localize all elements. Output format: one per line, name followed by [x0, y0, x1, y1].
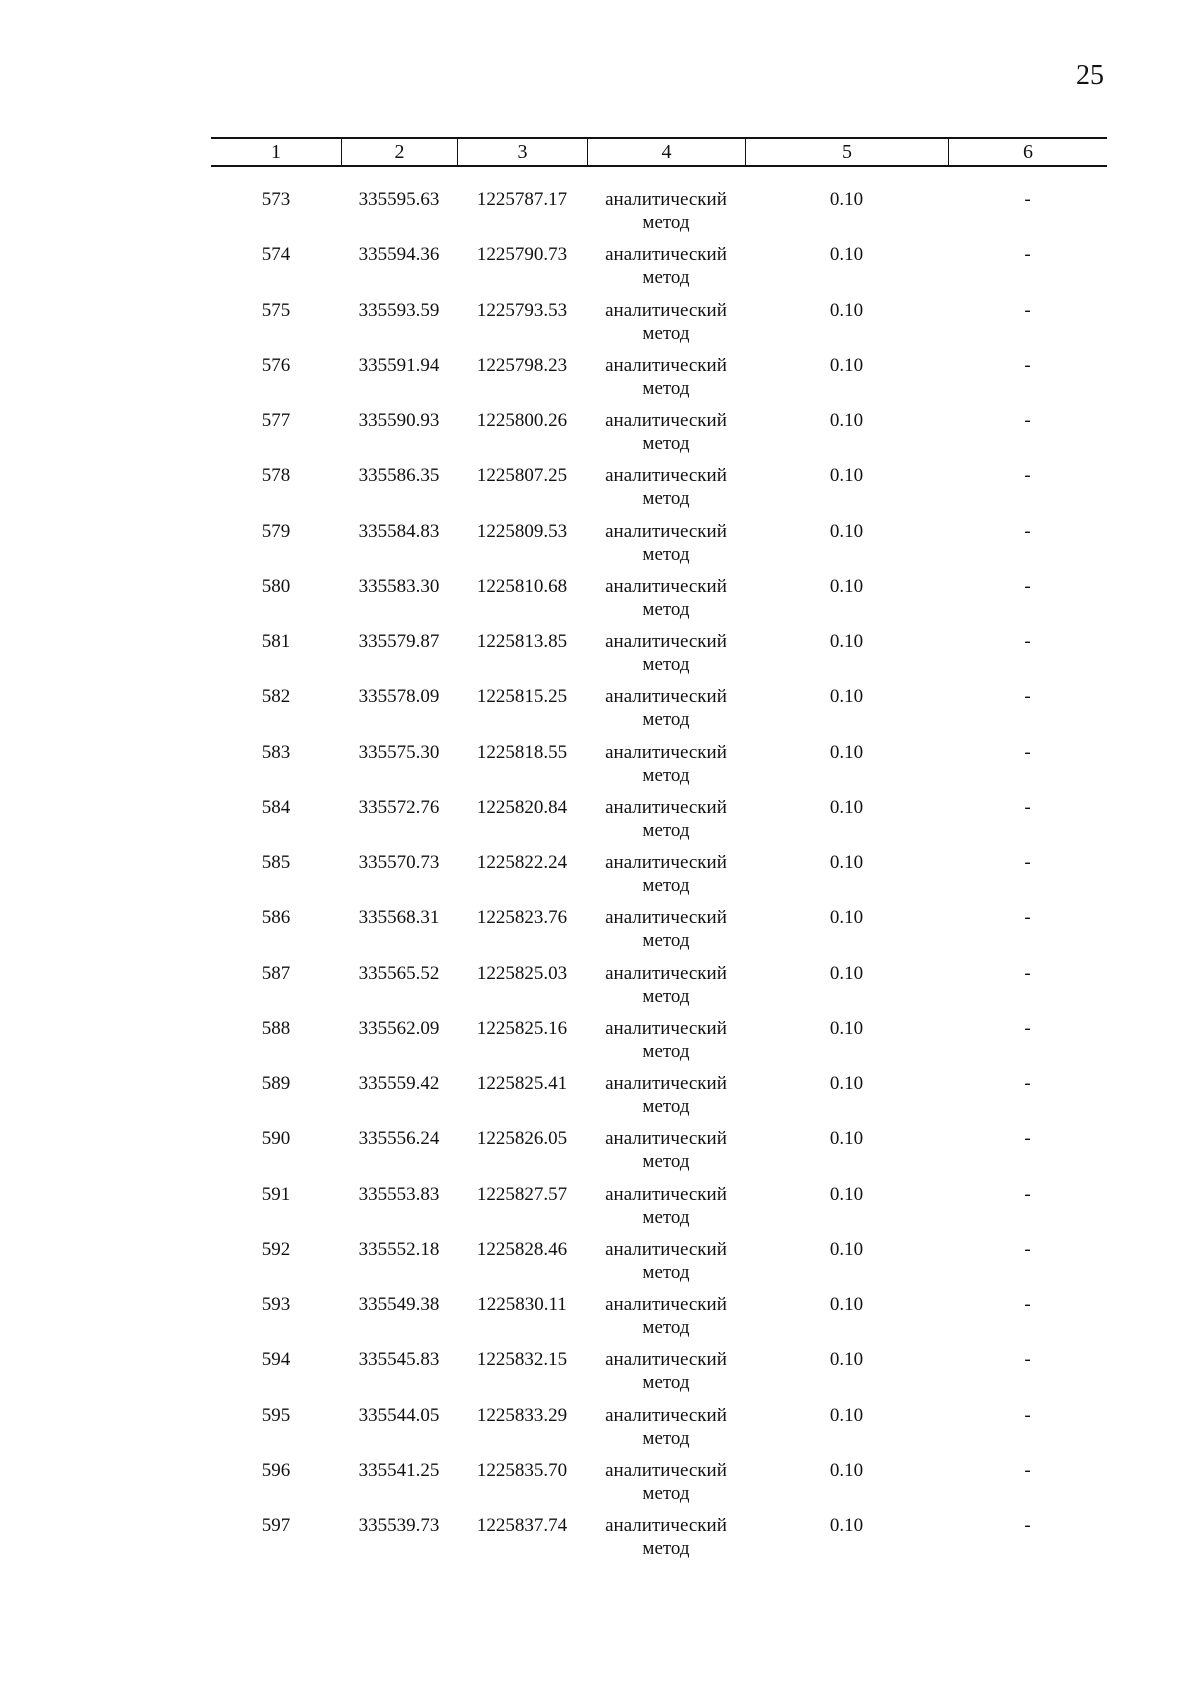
method-line-2: метод: [642, 212, 690, 233]
method-cell: [587, 1183, 745, 1238]
method-cell: [587, 299, 745, 354]
method-line-2: метод: [642, 764, 690, 786]
method-line-1: аналитический: [605, 189, 727, 210]
y-coordinate-cell: 1225790.73: [476, 244, 568, 266]
y-coordinate-cell: 1225827.57: [476, 1183, 568, 1205]
accuracy-cell: 0.10: [829, 686, 864, 708]
x-coordinate-cell: 335590.93: [358, 410, 440, 431]
method-line-2: метод: [642, 819, 690, 841]
method-cell: [587, 906, 745, 961]
note-cell: -: [1024, 575, 1031, 597]
point-number-cell: 584: [261, 796, 291, 818]
x-coordinate-cell: 335559.42: [358, 1073, 440, 1094]
x-coordinate-cell: 335593.59: [358, 299, 440, 321]
note-cell: -: [1024, 1073, 1031, 1094]
table-row: [211, 1348, 1107, 1403]
accuracy-cell: 0.10: [829, 1294, 864, 1315]
y-coordinate-cell: 1225835.70: [476, 1459, 568, 1481]
table-row: [211, 962, 1107, 1017]
x-coordinate-cell: 335595.63: [358, 189, 440, 210]
method-line-1: аналитический: [605, 299, 727, 321]
method-line-1: аналитический: [605, 686, 727, 708]
method-line-2: метод: [642, 488, 690, 510]
table-row: [211, 1514, 1107, 1569]
method-line-1: аналитический: [605, 631, 727, 652]
point-number-cell: 575: [261, 299, 291, 321]
table-row: [211, 1127, 1107, 1182]
accuracy-cell: 0.10: [829, 907, 864, 929]
note-cell: -: [1024, 1128, 1031, 1150]
y-coordinate-cell: 1225807.25: [476, 465, 568, 487]
x-coordinate-cell: 335591.94: [358, 354, 440, 376]
note-cell: -: [1024, 631, 1031, 652]
method-line-2: метод: [642, 654, 690, 675]
method-cell: [587, 464, 745, 519]
method-line-1: аналитический: [605, 575, 727, 597]
note-cell: -: [1024, 1183, 1031, 1205]
y-coordinate-cell: 1225793.53: [476, 299, 568, 321]
table-row: [211, 299, 1107, 354]
method-line-2: метод: [642, 1538, 690, 1559]
accuracy-cell: 0.10: [829, 852, 864, 873]
table-row: [211, 243, 1107, 298]
x-coordinate-cell: 335539.73: [358, 1515, 440, 1536]
y-coordinate-cell: 1225822.24: [476, 852, 568, 873]
table-row: [211, 851, 1107, 906]
table-row: [211, 575, 1107, 630]
method-line-1: аналитический: [605, 520, 727, 542]
column-header-2: 2: [341, 139, 457, 165]
x-coordinate-cell: 335562.09: [358, 1017, 440, 1039]
method-cell: [587, 1017, 745, 1072]
accuracy-cell: 0.10: [829, 1073, 864, 1094]
note-cell: -: [1024, 410, 1031, 431]
method-line-2: метод: [642, 1151, 690, 1173]
note-cell: -: [1024, 962, 1031, 984]
method-cell: [587, 243, 745, 298]
method-cell: [587, 1348, 745, 1403]
note-cell: -: [1024, 1238, 1031, 1260]
column-header-1: 1: [271, 140, 281, 163]
point-number-cell: 586: [261, 907, 291, 929]
x-coordinate-cell: 335545.83: [358, 1349, 440, 1371]
table-row: [211, 1459, 1107, 1514]
method-cell: [587, 1238, 745, 1293]
y-coordinate-cell: 1225823.76: [476, 907, 568, 929]
method-line-1: аналитический: [605, 1515, 727, 1536]
point-number-cell: 577: [261, 410, 291, 431]
point-number-cell: 595: [261, 1404, 291, 1426]
point-number-cell: 592: [261, 1238, 291, 1260]
accuracy-cell: 0.10: [829, 962, 864, 984]
point-number-cell: 587: [261, 962, 291, 984]
y-coordinate-cell: 1225826.05: [476, 1128, 568, 1150]
method-line-1: аналитический: [605, 1404, 727, 1426]
x-coordinate-cell: 335572.76: [358, 796, 440, 818]
method-line-1: аналитический: [605, 741, 727, 763]
point-number-cell: 589: [261, 1073, 291, 1094]
method-line-2: метод: [642, 1427, 690, 1449]
method-line-1: аналитический: [605, 1128, 727, 1150]
method-line-2: метод: [642, 1040, 690, 1062]
note-cell: -: [1024, 244, 1031, 266]
method-line-1: аналитический: [605, 1238, 727, 1260]
method-line-1: аналитический: [605, 1294, 727, 1315]
table-row: [211, 520, 1107, 575]
accuracy-cell: 0.10: [829, 1238, 864, 1260]
note-cell: -: [1024, 1294, 1031, 1315]
note-cell: -: [1024, 1515, 1031, 1536]
method-cell: [587, 851, 745, 906]
table-row: [211, 1072, 1107, 1127]
y-coordinate-cell: 1225830.11: [477, 1294, 567, 1315]
table-body: [211, 188, 1107, 1569]
point-number-cell: 574: [261, 244, 291, 266]
x-coordinate-cell: 335586.35: [358, 465, 440, 487]
note-cell: -: [1024, 520, 1031, 542]
note-cell: -: [1024, 686, 1031, 708]
method-line-2: метод: [642, 598, 690, 620]
method-line-2: метод: [642, 985, 690, 1007]
note-cell: -: [1024, 299, 1031, 321]
accuracy-cell: 0.10: [829, 575, 864, 597]
point-number-cell: 594: [261, 1349, 291, 1371]
note-cell: -: [1024, 1404, 1031, 1426]
x-coordinate-cell: 335556.24: [358, 1128, 440, 1150]
x-coordinate-cell: 335552.18: [358, 1238, 440, 1260]
y-coordinate-cell: 1225833.29: [476, 1404, 568, 1426]
accuracy-cell: 0.10: [829, 1183, 864, 1205]
point-number-cell: 573: [261, 189, 291, 210]
method-line-1: аналитический: [605, 852, 727, 873]
y-coordinate-cell: 1225828.46: [476, 1238, 568, 1260]
method-line-1: аналитический: [605, 796, 727, 818]
x-coordinate-cell: 335575.30: [358, 741, 440, 763]
y-coordinate-cell: 1225798.23: [476, 354, 568, 376]
x-coordinate-cell: 335578.09: [358, 686, 440, 708]
accuracy-cell: 0.10: [829, 354, 864, 376]
column-header-5: 5: [745, 139, 948, 165]
x-coordinate-cell: 335579.87: [358, 631, 440, 652]
point-number-cell: 593: [261, 1294, 291, 1315]
method-line-2: метод: [642, 377, 690, 399]
table-row: [211, 685, 1107, 740]
method-cell: [587, 354, 745, 409]
method-line-2: метод: [642, 1096, 690, 1117]
page-number: 25: [1076, 60, 1104, 91]
point-number-cell: 585: [261, 852, 291, 873]
method-line-2: метод: [642, 543, 690, 565]
x-coordinate-cell: 335594.36: [358, 244, 440, 266]
column-header-3: 3: [457, 139, 587, 165]
x-coordinate-cell: 335541.25: [358, 1459, 440, 1481]
x-coordinate-cell: 335584.83: [358, 520, 440, 542]
accuracy-cell: 0.10: [829, 1128, 864, 1150]
point-number-cell: 597: [261, 1515, 291, 1536]
method-line-1: аналитический: [605, 1459, 727, 1481]
point-number-cell: 581: [261, 631, 291, 652]
y-coordinate-cell: 1225787.17: [476, 189, 568, 210]
note-cell: -: [1024, 1459, 1031, 1481]
y-coordinate-cell: 1225825.41: [476, 1073, 568, 1094]
x-coordinate-cell: 335568.31: [358, 907, 440, 929]
point-number-cell: 582: [261, 686, 291, 708]
method-cell: [587, 1514, 745, 1569]
y-coordinate-cell: 1225818.55: [476, 741, 568, 763]
table-row: [211, 354, 1107, 409]
x-coordinate-cell: 335570.73: [358, 852, 440, 873]
y-coordinate-cell: 1225832.15: [476, 1349, 568, 1371]
point-number-cell: 580: [261, 575, 291, 597]
y-coordinate-cell: 1225825.03: [476, 962, 568, 984]
method-line-2: метод: [642, 930, 690, 952]
note-cell: -: [1024, 1017, 1031, 1039]
method-line-1: аналитический: [605, 354, 727, 376]
column-header-4: 4: [587, 139, 745, 165]
point-number-cell: 576: [261, 354, 291, 376]
method-cell: [587, 409, 745, 464]
method-cell: [587, 741, 745, 796]
method-line-2: метод: [642, 1317, 690, 1338]
accuracy-cell: 0.10: [829, 299, 864, 321]
table-row: [211, 188, 1107, 243]
method-cell: [587, 1459, 745, 1514]
note-cell: -: [1024, 852, 1031, 873]
method-cell: [587, 1293, 745, 1348]
method-cell: [587, 188, 745, 243]
table-row: [211, 741, 1107, 796]
point-number-cell: 588: [261, 1017, 291, 1039]
method-line-1: аналитический: [605, 410, 727, 431]
x-coordinate-cell: 335565.52: [358, 962, 440, 984]
method-line-1: аналитический: [605, 1073, 727, 1094]
accuracy-cell: 0.10: [829, 1515, 864, 1536]
accuracy-cell: 0.10: [829, 1017, 864, 1039]
y-coordinate-cell: 1225837.74: [476, 1515, 568, 1536]
table-row: [211, 1238, 1107, 1293]
method-cell: [587, 575, 745, 630]
method-cell: [587, 796, 745, 851]
accuracy-cell: 0.10: [829, 1459, 864, 1481]
point-number-cell: 591: [261, 1183, 291, 1205]
method-cell: [587, 1404, 745, 1459]
column-header-6: 6: [948, 139, 1107, 165]
y-coordinate-cell: 1225813.85: [476, 631, 568, 652]
y-coordinate-cell: 1225825.16: [476, 1017, 568, 1039]
accuracy-cell: 0.10: [829, 244, 864, 266]
y-coordinate-cell: 1225809.53: [476, 520, 568, 542]
table-row: [211, 1017, 1107, 1072]
y-coordinate-cell: 1225810.68: [476, 575, 568, 597]
accuracy-cell: 0.10: [829, 741, 864, 763]
method-line-1: аналитический: [605, 962, 727, 984]
method-line-2: метод: [642, 322, 690, 344]
note-cell: -: [1024, 465, 1031, 487]
method-cell: [587, 685, 745, 740]
method-line-1: аналитический: [605, 1183, 727, 1205]
accuracy-cell: 0.10: [829, 796, 864, 818]
accuracy-cell: 0.10: [829, 1349, 864, 1371]
method-cell: [587, 962, 745, 1017]
accuracy-cell: 0.10: [829, 1404, 864, 1426]
method-line-1: аналитический: [605, 1017, 727, 1039]
method-line-2: метод: [642, 267, 690, 289]
note-cell: -: [1024, 1349, 1031, 1371]
y-coordinate-cell: 1225820.84: [476, 796, 568, 818]
method-cell: [587, 1072, 745, 1127]
method-line-1: аналитический: [605, 244, 727, 266]
table-row: [211, 1293, 1107, 1348]
note-cell: -: [1024, 907, 1031, 929]
point-number-cell: 590: [261, 1128, 291, 1150]
x-coordinate-cell: 335583.30: [358, 575, 440, 597]
point-number-cell: 578: [261, 465, 291, 487]
method-line-2: метод: [642, 875, 690, 896]
point-number-cell: 596: [261, 1459, 291, 1481]
table-row: [211, 1183, 1107, 1238]
accuracy-cell: 0.10: [829, 465, 864, 487]
table-row: [211, 630, 1107, 685]
x-coordinate-cell: 335544.05: [358, 1404, 440, 1426]
accuracy-cell: 0.10: [829, 410, 864, 431]
method-cell: [587, 1127, 745, 1182]
note-cell: -: [1024, 354, 1031, 376]
accuracy-cell: 0.10: [829, 520, 864, 542]
table-row: [211, 906, 1107, 961]
method-line-1: аналитический: [605, 465, 727, 487]
table-row: [211, 796, 1107, 851]
x-coordinate-cell: 335549.38: [358, 1294, 440, 1315]
method-line-1: аналитический: [605, 907, 727, 929]
method-line-2: метод: [642, 1482, 690, 1504]
x-coordinate-cell: 335553.83: [358, 1183, 440, 1205]
table-header-row: [211, 137, 1107, 167]
table-row: [211, 1404, 1107, 1459]
note-cell: -: [1024, 741, 1031, 763]
y-coordinate-cell: 1225815.25: [476, 686, 568, 708]
accuracy-cell: 0.10: [829, 631, 864, 652]
method-line-2: метод: [642, 1206, 690, 1228]
note-cell: -: [1024, 189, 1031, 210]
method-cell: [587, 630, 745, 685]
table-row: [211, 409, 1107, 464]
note-cell: -: [1024, 796, 1031, 818]
table-row: [211, 464, 1107, 519]
y-coordinate-cell: 1225800.26: [476, 410, 568, 431]
method-line-2: метод: [642, 709, 690, 731]
point-number-cell: 583: [261, 741, 291, 763]
method-line-2: метод: [642, 1372, 690, 1394]
accuracy-cell: 0.10: [829, 189, 864, 210]
method-line-2: метод: [642, 433, 690, 454]
method-line-2: метод: [642, 1261, 690, 1283]
method-line-1: аналитический: [605, 1349, 727, 1371]
method-cell: [587, 520, 745, 575]
point-number-cell: 579: [261, 520, 291, 542]
